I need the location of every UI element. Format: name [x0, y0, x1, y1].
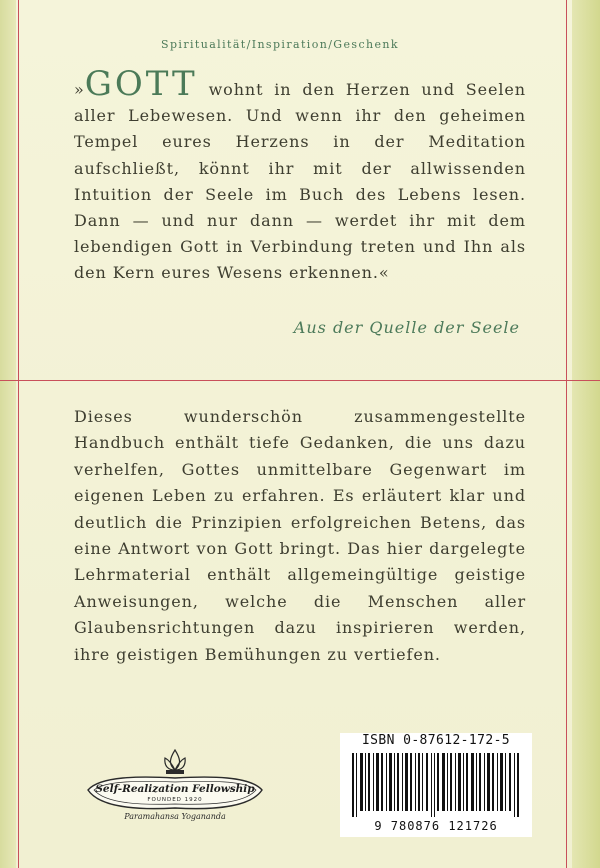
- publisher-founded: FOUNDED 1920: [147, 797, 203, 803]
- isbn-barcode-panel: [340, 733, 532, 837]
- isbn-label: ISBN 0-87612-172-5: [361, 733, 511, 748]
- middle-red-rule: [0, 380, 600, 381]
- quote-open-mark: »: [74, 80, 85, 99]
- right-red-rule: [566, 0, 567, 868]
- publisher-logo: [80, 746, 270, 836]
- category-line: Spiritualität/Inspiration/Geschenk: [161, 38, 399, 51]
- book-description: Dieses wunderschön zusammengestellte Handbuch enthält tiefe Gedanken, die uns dazu verhelfen, Gottes unmittelbare Gegenwart im eigenen Leben zu erfahren. Es erläutert klar und deutlich die Prinzipien erfolgreichen Betens, das eine Antwort von Gott bringt. Das hier dargelegte Lehrmaterial enthält allgemeingültige geistige Anweisungen, welche die Menschen aller Glaubensrichtungen dazu inspirieren werden, ihre geistigen Bemühungen zu vertiefen.: [74, 407, 526, 664]
- publisher-signature: Paramahansa Yogananda: [124, 812, 226, 821]
- left-red-rule: [18, 0, 19, 868]
- quote-text: [74, 64, 526, 287]
- quote-body: wohnt in den Herzen und Seelen aller Lebewesen. Und wenn ihr den geheimen Tempel eures Herzens in der Meditation aufschließt, könnt ihr mit der allwissenden Intuition der Seele im Buch des Lebens lesen. Dann — und nur dann — werdet ihr mit dem lebendigen Gott in Verbindung treten und Ihn als den Kern eures Wesens erkennen.«: [74, 80, 526, 283]
- quote-capword: GOTT: [84, 64, 198, 104]
- barcode-digits: 9 780876 121726: [374, 819, 498, 833]
- publisher-name: Self-Realization Fellowship: [95, 783, 255, 795]
- barcode: [352, 753, 520, 817]
- left-spine-edge: [0, 0, 16, 868]
- right-page-edge: [572, 0, 600, 868]
- quote-source: Aus der Quelle der Seele: [293, 318, 520, 337]
- lotus-emblem-icon: [165, 750, 185, 774]
